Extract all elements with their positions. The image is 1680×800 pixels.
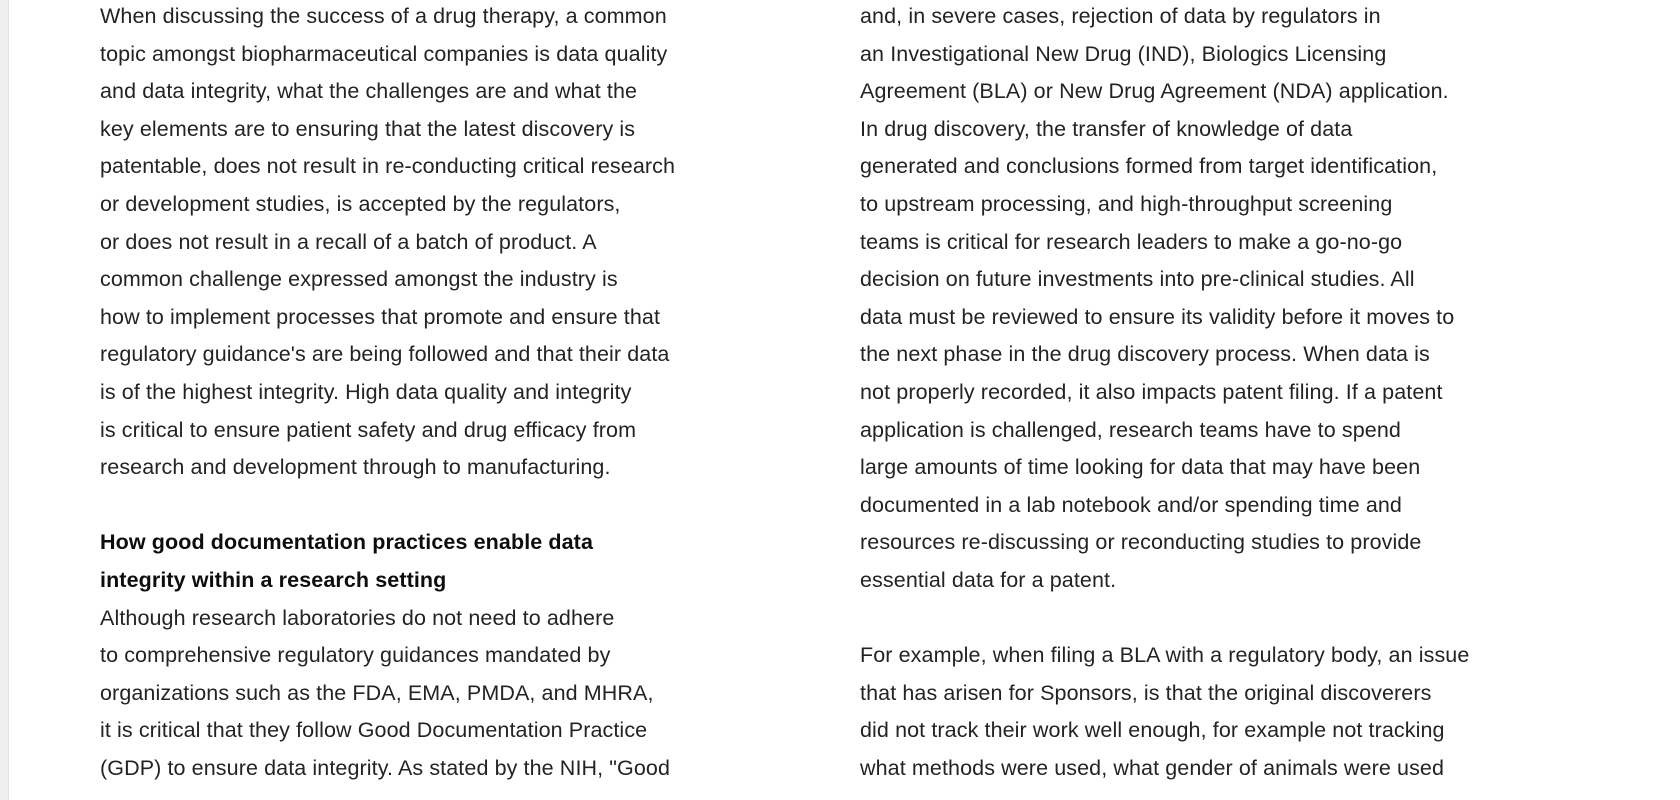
intro-paragraph [100,0,830,487]
text-line: research and development through to manufacturing. [100,455,611,480]
text-line: or does not result in a recall of a batch of product. A [100,229,597,254]
heading-line: integrity within a research setting [100,567,447,592]
paragraph-gap [860,600,1620,638]
text-line: topic amongst biopharmaceutical companies is data quality [100,41,668,66]
text-line: patentable, does not result in re-conducting critical research [100,154,676,179]
text-line: that has arisen for Sponsors, is that the original discoverers [860,680,1432,705]
text-line: it is critical that they follow Good Documentation Practice [100,718,648,743]
text-line: and data integrity, what the challenges are and what the [100,79,638,104]
right-column [860,0,1620,787]
text-line: the next phase in the drug discovery process. When data is [860,342,1430,367]
text-line: is of the highest integrity. High data quality and integrity [100,379,632,404]
text-line: For example, when filing a BLA with a regulatory body, an issue [860,643,1470,668]
text-line: generated and conclusions formed from target identification, [860,154,1438,179]
text-line: resources re-discussing or reconducting studies to provide [860,530,1422,555]
text-line: decision on future investments into pre-clinical studies. All [860,267,1415,292]
text-line: documented in a lab notebook and/or spending time and [860,492,1402,517]
text-line: data must be reviewed to ensure its validity before it moves to [860,304,1455,329]
text-line: Although research laboratories do not need to adhere [100,605,615,630]
text-line: what methods were used, what gender of animals were used [860,755,1445,780]
text-line: to upstream processing, and high-throughput screening [860,191,1393,216]
text-line: is critical to ensure patient safety and drug efficacy from [100,417,637,442]
text-line: regulatory guidance's are being followed and that their data [100,342,670,367]
text-line: essential data for a patent. [860,567,1117,592]
text-line: key elements are to ensuring that the latest discovery is [100,116,636,141]
text-line: teams is critical for research leaders to make a go-no-go [860,229,1403,254]
text-line: or development studies, is accepted by the regulators, [100,191,621,216]
text-line: In drug discovery, the transfer of knowledge of data [860,116,1353,141]
text-line: did not track their work well enough, for example not tracking [860,718,1445,743]
text-line: large amounts of time looking for data that may have been [860,455,1421,480]
text-line: and, in severe cases, rejection of data by regulators in [860,4,1381,28]
body-paragraph [860,637,1620,787]
paragraph-gap [100,487,830,525]
text-line: how to implement processes that promote and ensure that [100,304,661,329]
text-line: organizations such as the FDA, EMA, PMDA, and MHRA, [100,680,654,705]
section-heading [100,524,830,599]
text-line: When discussing the success of a drug therapy, a common [100,4,667,28]
left-column [100,0,830,787]
text-line: common challenge expressed amongst the industry is [100,267,618,292]
body-paragraph [100,600,830,788]
body-paragraph [860,0,1620,600]
heading-line: How good documentation practices enable data [100,530,593,555]
text-line: Agreement (BLA) or New Drug Agreement (NDA) application. [860,79,1449,104]
text-line: to comprehensive regulatory guidances mandated by [100,643,611,668]
text-line: not properly recorded, it also impacts patent filing. If a patent [860,379,1443,404]
text-line: application is challenged, research teams have to spend [860,417,1401,442]
text-line: (GDP) to ensure data integrity. As stated by the NIH, "Good [100,755,671,780]
text-line: an Investigational New Drug (IND), Biologics Licensing [860,41,1387,66]
